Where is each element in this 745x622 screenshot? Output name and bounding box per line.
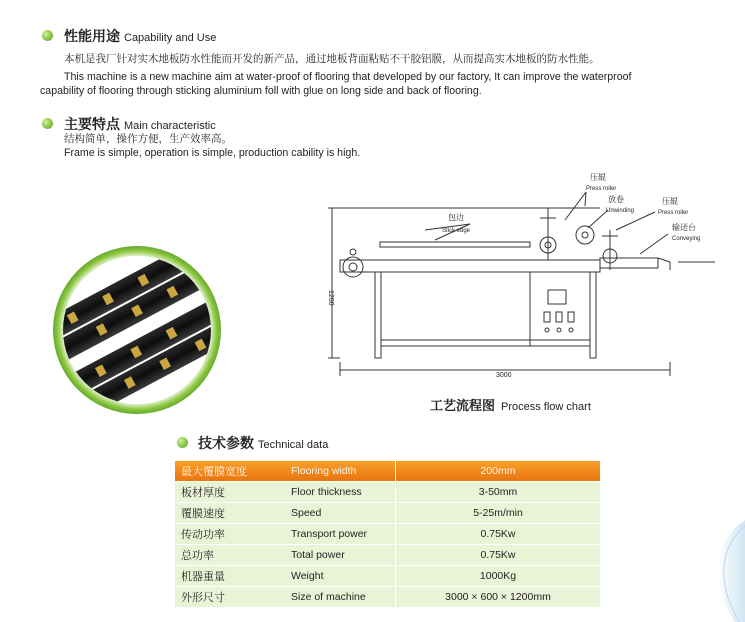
- title-en: Capability and Use: [124, 32, 217, 44]
- capability-text-en-line2: capability of flooring through sticking aluminium foll with glue on long side and back of flooring.: [40, 85, 482, 97]
- param-name-en: Speed: [291, 503, 396, 524]
- title-zh: 主要特点: [64, 117, 120, 133]
- param-value: 3000 × 600 × 1200mm: [396, 587, 601, 608]
- title-en: Main characteristic: [124, 120, 216, 132]
- label-unwinding-en: Unwinding: [606, 208, 635, 214]
- table-row: [175, 587, 600, 608]
- label-conveying-zh: 输送台: [672, 223, 696, 232]
- label-stick-edge-zh: 包边: [448, 213, 464, 222]
- decorative-swoosh: [705, 520, 745, 622]
- section-bullet-icon: [177, 437, 188, 448]
- flooring-product-image: [52, 238, 222, 423]
- table-row: [175, 545, 600, 566]
- param-value: 0.75Kw: [396, 545, 601, 566]
- label-press-roller-2-en: Press roller: [658, 210, 689, 216]
- table-row: [175, 524, 600, 545]
- label-conveying-en: Conveying: [672, 236, 701, 242]
- param-name-zh: 覆膜速度: [175, 503, 291, 524]
- title-zh: 性能用途: [64, 29, 120, 45]
- label-press-roller-2-zh: 压辊: [662, 197, 678, 206]
- process-flow-diagram: [320, 170, 740, 385]
- table-row: [175, 503, 600, 524]
- label-press-roller-1-zh: 压辊: [590, 173, 606, 182]
- capability-text-en-line1: This machine is a new machine aim at water-proof of flooring that developed by our factory, It can improve the waterproof: [64, 71, 632, 83]
- param-name-en: Weight: [291, 566, 396, 587]
- title-zh: 技术参数: [198, 436, 254, 452]
- param-name-zh: 总功率: [175, 545, 291, 566]
- param-name-zh: 板材厚度: [175, 482, 291, 503]
- caption-en: Process flow chart: [501, 401, 591, 413]
- table-row: [175, 461, 600, 482]
- param-value: 0.75Kw: [396, 524, 601, 545]
- capability-text-zh: 本机是我厂针对实木地板防水性能而开发的新产品，通过地板背面粘贴不干胶铝膜，从而提高实木地板的防水性能。: [64, 53, 600, 65]
- param-name-zh: 最大覆膜宽度: [175, 461, 291, 482]
- label-unwinding-zh: 放卷: [608, 195, 624, 204]
- section-bullet-icon: [42, 118, 53, 129]
- characteristic-text-zh: 结构简单，操作方便，生产效率高。: [64, 133, 232, 145]
- caption-zh: 工艺流程图: [430, 399, 496, 414]
- param-name-zh: 传动功率: [175, 524, 291, 545]
- section-title-technical: [198, 433, 328, 453]
- param-name-en: Size of machine: [291, 587, 396, 608]
- section-title-capability: [64, 26, 216, 46]
- characteristic-text-en: Frame is simple, operation is simple, production cability is high.: [64, 147, 361, 159]
- param-value: 3-50mm: [396, 482, 601, 503]
- param-name-en: Total power: [291, 545, 396, 566]
- label-stick-edge-en: Stick edge: [442, 228, 471, 234]
- param-value: 200mm: [396, 461, 601, 482]
- param-name-en: Floor thickness: [291, 482, 396, 503]
- title-en: Technical data: [258, 439, 329, 451]
- param-name-zh: 机器重量: [175, 566, 291, 587]
- dimension-height: 1200: [327, 290, 334, 306]
- table-row: [175, 482, 600, 503]
- section-title-characteristic: [64, 114, 216, 134]
- label-press-roller-1-en: Press roller: [586, 186, 617, 192]
- section-bullet-icon: [42, 30, 53, 41]
- table-row: [175, 566, 600, 587]
- dimension-length: 3000: [496, 372, 512, 379]
- param-value: 1000Kg: [396, 566, 601, 587]
- param-value: 5-25m/min: [396, 503, 601, 524]
- param-name-en: Flooring width: [291, 461, 396, 482]
- diagram-caption: [430, 395, 591, 414]
- param-name-zh: 外形尺寸: [175, 587, 291, 608]
- param-name-en: Transport power: [291, 524, 396, 545]
- technical-data-table: [175, 461, 600, 608]
